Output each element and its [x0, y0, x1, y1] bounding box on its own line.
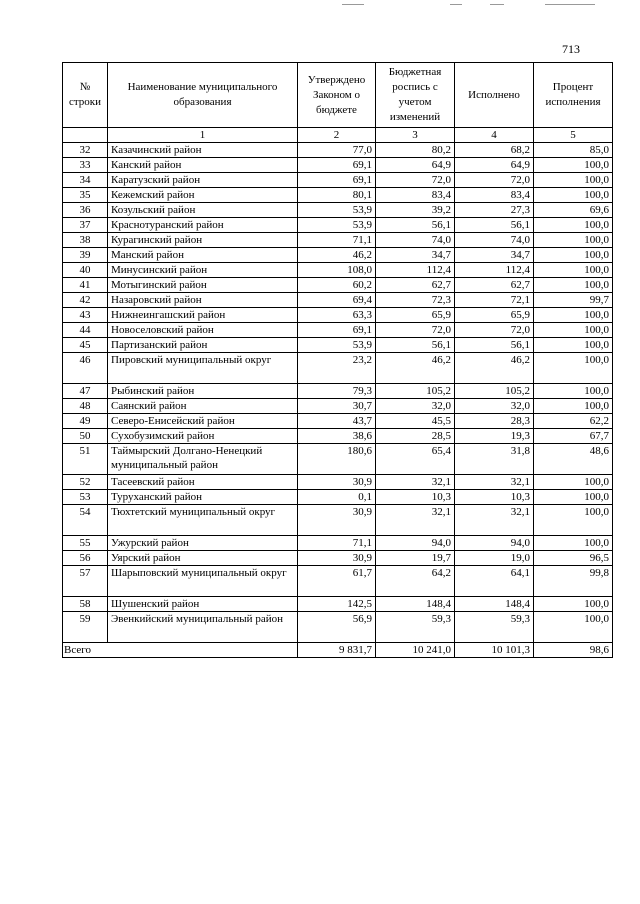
row-number: 32: [63, 143, 108, 158]
table-row: [63, 353, 613, 384]
approved-value: 30,9: [298, 551, 376, 566]
budget-value: 45,5: [376, 414, 455, 429]
executed-value: 62,7: [455, 278, 534, 293]
row-number: 41: [63, 278, 108, 293]
budget-value: 19,7: [376, 551, 455, 566]
approved-value: 63,3: [298, 308, 376, 323]
municipality-name: Казачинский район: [108, 143, 298, 158]
budget-value: 32,1: [376, 505, 455, 536]
municipality-name: Пировский муниципальный округ: [108, 353, 298, 384]
executed-value: 56,1: [455, 338, 534, 353]
municipality-name: Сухобузимский район: [108, 429, 298, 444]
budget-execution-table: [62, 62, 613, 658]
table-row: [63, 143, 613, 158]
municipality-name: Тюхтетский муниципальный округ: [108, 505, 298, 536]
executed-value: 65,9: [455, 308, 534, 323]
approved-value: 30,9: [298, 505, 376, 536]
approved-value: 69,4: [298, 293, 376, 308]
table-row: [63, 414, 613, 429]
percent-value: 69,6: [534, 203, 613, 218]
table-row: [63, 158, 613, 173]
percent-value: 85,0: [534, 143, 613, 158]
budget-value: 65,4: [376, 444, 455, 475]
approved-value: 69,1: [298, 158, 376, 173]
approved-value: 56,9: [298, 612, 376, 643]
budget-value: 46,2: [376, 353, 455, 384]
municipality-name: Краснотуранский район: [108, 218, 298, 233]
executed-value: 56,1: [455, 218, 534, 233]
budget-value: 64,9: [376, 158, 455, 173]
column-number: 5: [534, 128, 613, 143]
percent-value: 100,0: [534, 338, 613, 353]
approved-value: 69,1: [298, 323, 376, 338]
page-number: 713: [562, 42, 580, 56]
municipality-name: Рыбинский район: [108, 384, 298, 399]
percent-value: 100,0: [534, 353, 613, 384]
table-row: [63, 475, 613, 490]
row-number: 42: [63, 293, 108, 308]
row-number: 51: [63, 444, 108, 475]
budget-value: 112,4: [376, 263, 455, 278]
header-row: [63, 63, 613, 128]
budget-value: 56,1: [376, 338, 455, 353]
table-row: [63, 490, 613, 505]
municipality-name: Туруханский район: [108, 490, 298, 505]
approved-value: 61,7: [298, 566, 376, 597]
percent-value: 100,0: [534, 612, 613, 643]
table-row: [63, 173, 613, 188]
executed-value: 112,4: [455, 263, 534, 278]
executed-value: 10,3: [455, 490, 534, 505]
approved-value: 53,9: [298, 203, 376, 218]
total-approved: 9 831,7: [298, 643, 376, 658]
executed-value: 74,0: [455, 233, 534, 248]
executed-value: 148,4: [455, 597, 534, 612]
executed-value: 72,0: [455, 173, 534, 188]
municipality-name: Шарыповский муниципальный округ: [108, 566, 298, 597]
percent-value: 100,0: [534, 173, 613, 188]
municipality-name: Курагинский район: [108, 233, 298, 248]
header-budget: Бюджетная роспись с учетом изменений: [376, 63, 455, 128]
header-row-number: № строки: [63, 63, 108, 128]
municipality-name: Мотыгинский район: [108, 278, 298, 293]
executed-value: 27,3: [455, 203, 534, 218]
approved-value: 71,1: [298, 536, 376, 551]
approved-value: 23,2: [298, 353, 376, 384]
table-row: [63, 233, 613, 248]
budget-value: 62,7: [376, 278, 455, 293]
executed-value: 83,4: [455, 188, 534, 203]
row-number: 59: [63, 612, 108, 643]
row-number: 53: [63, 490, 108, 505]
municipality-name: Северо-Енисейский район: [108, 414, 298, 429]
municipality-name: Шушенский район: [108, 597, 298, 612]
executed-value: 32,1: [455, 475, 534, 490]
municipality-name: Партизанский район: [108, 338, 298, 353]
row-number: 36: [63, 203, 108, 218]
municipality-name: Манский район: [108, 248, 298, 263]
row-number: 37: [63, 218, 108, 233]
percent-value: 67,7: [534, 429, 613, 444]
scan-mark: [545, 4, 595, 5]
approved-value: 43,7: [298, 414, 376, 429]
budget-value: 72,3: [376, 293, 455, 308]
row-number: 33: [63, 158, 108, 173]
table-row: [63, 308, 613, 323]
table-row: [63, 218, 613, 233]
percent-value: 62,2: [534, 414, 613, 429]
percent-value: 100,0: [534, 475, 613, 490]
table-row: [63, 338, 613, 353]
table-row: [63, 612, 613, 643]
row-number: 40: [63, 263, 108, 278]
approved-value: 0,1: [298, 490, 376, 505]
municipality-name: Козульский район: [108, 203, 298, 218]
budget-value: 32,1: [376, 475, 455, 490]
percent-value: 100,0: [534, 505, 613, 536]
municipality-name: Нижнеингашский район: [108, 308, 298, 323]
row-number: 50: [63, 429, 108, 444]
column-number: 4: [455, 128, 534, 143]
budget-value: 34,7: [376, 248, 455, 263]
row-number: 43: [63, 308, 108, 323]
percent-value: 100,0: [534, 158, 613, 173]
row-number: 46: [63, 353, 108, 384]
table-row: [63, 444, 613, 475]
approved-value: 30,7: [298, 399, 376, 414]
row-number: 55: [63, 536, 108, 551]
header-executed: Исполнено: [455, 63, 534, 128]
budget-value: 10,3: [376, 490, 455, 505]
approved-value: 108,0: [298, 263, 376, 278]
percent-value: 96,5: [534, 551, 613, 566]
total-percent: 98,6: [534, 643, 613, 658]
budget-value: 59,3: [376, 612, 455, 643]
percent-value: 100,0: [534, 263, 613, 278]
budget-value: 74,0: [376, 233, 455, 248]
budget-value: 56,1: [376, 218, 455, 233]
row-number: 48: [63, 399, 108, 414]
percent-value: 100,0: [534, 308, 613, 323]
scan-mark: [450, 4, 462, 5]
total-executed: 10 101,3: [455, 643, 534, 658]
budget-value: 72,0: [376, 323, 455, 338]
row-number: 54: [63, 505, 108, 536]
row-number: 58: [63, 597, 108, 612]
row-number: 38: [63, 233, 108, 248]
municipality-name: Канский район: [108, 158, 298, 173]
executed-value: 105,2: [455, 384, 534, 399]
header-approved: Утверждено Законом о бюджете: [298, 63, 376, 128]
executed-value: 19,3: [455, 429, 534, 444]
row-number: 47: [63, 384, 108, 399]
municipality-name: Новоселовский район: [108, 323, 298, 338]
table-row: [63, 384, 613, 399]
column-number-row: [63, 128, 613, 143]
executed-value: 59,3: [455, 612, 534, 643]
percent-value: 100,0: [534, 536, 613, 551]
header-name: Наименование муниципального образования: [108, 63, 298, 128]
budget-value: 39,2: [376, 203, 455, 218]
budget-value: 65,9: [376, 308, 455, 323]
approved-value: 80,1: [298, 188, 376, 203]
percent-value: 48,6: [534, 444, 613, 475]
percent-value: 99,7: [534, 293, 613, 308]
executed-value: 64,9: [455, 158, 534, 173]
approved-value: 30,9: [298, 475, 376, 490]
percent-value: 100,0: [534, 399, 613, 414]
row-number: 44: [63, 323, 108, 338]
percent-value: 100,0: [534, 278, 613, 293]
executed-value: 72,1: [455, 293, 534, 308]
table-row: [63, 293, 613, 308]
row-number: 34: [63, 173, 108, 188]
total-row: [63, 643, 613, 658]
municipality-name: Ужурский район: [108, 536, 298, 551]
budget-value: 94,0: [376, 536, 455, 551]
row-number: 49: [63, 414, 108, 429]
row-number: 57: [63, 566, 108, 597]
row-number: 52: [63, 475, 108, 490]
table-row: [63, 263, 613, 278]
budget-value: 148,4: [376, 597, 455, 612]
percent-value: 100,0: [534, 233, 613, 248]
total-budget: 10 241,0: [376, 643, 455, 658]
percent-value: 100,0: [534, 597, 613, 612]
budget-value: 83,4: [376, 188, 455, 203]
executed-value: 46,2: [455, 353, 534, 384]
percent-value: 100,0: [534, 490, 613, 505]
approved-value: 46,2: [298, 248, 376, 263]
budget-value: 28,5: [376, 429, 455, 444]
executed-value: 34,7: [455, 248, 534, 263]
table-row: [63, 505, 613, 536]
approved-value: 180,6: [298, 444, 376, 475]
approved-value: 38,6: [298, 429, 376, 444]
approved-value: 79,3: [298, 384, 376, 399]
row-number: 35: [63, 188, 108, 203]
municipality-name: Эвенкийский муниципальный район: [108, 612, 298, 643]
municipality-name: Кежемский район: [108, 188, 298, 203]
table-row: [63, 203, 613, 218]
executed-value: 94,0: [455, 536, 534, 551]
percent-value: 100,0: [534, 188, 613, 203]
table-row: [63, 551, 613, 566]
approved-value: 142,5: [298, 597, 376, 612]
table-row: [63, 248, 613, 263]
percent-value: 100,0: [534, 323, 613, 338]
total-label: Всего: [63, 643, 298, 658]
municipality-name: Назаровский район: [108, 293, 298, 308]
table-row: [63, 399, 613, 414]
approved-value: 53,9: [298, 218, 376, 233]
column-number: 1: [108, 128, 298, 143]
approved-value: 71,1: [298, 233, 376, 248]
table-row: [63, 536, 613, 551]
budget-value: 105,2: [376, 384, 455, 399]
executed-value: 72,0: [455, 323, 534, 338]
approved-value: 53,9: [298, 338, 376, 353]
table-row: [63, 597, 613, 612]
table-row: [63, 278, 613, 293]
executed-value: 68,2: [455, 143, 534, 158]
percent-value: 100,0: [534, 384, 613, 399]
municipality-name: Тасеевский район: [108, 475, 298, 490]
percent-value: 100,0: [534, 248, 613, 263]
executed-value: 32,1: [455, 505, 534, 536]
column-number-blank: [63, 128, 108, 143]
scan-mark: [342, 4, 364, 5]
header-percent: Процент исполнения: [534, 63, 613, 128]
municipality-name: Каратузский район: [108, 173, 298, 188]
budget-value: 32,0: [376, 399, 455, 414]
approved-value: 77,0: [298, 143, 376, 158]
budget-value: 72,0: [376, 173, 455, 188]
executed-value: 31,8: [455, 444, 534, 475]
municipality-name: Таймырский Долгано-Ненецкий муниципальный район: [108, 444, 298, 475]
approved-value: 60,2: [298, 278, 376, 293]
row-number: 56: [63, 551, 108, 566]
table-row: [63, 566, 613, 597]
municipality-name: Саянский район: [108, 399, 298, 414]
approved-value: 69,1: [298, 173, 376, 188]
table-row: [63, 429, 613, 444]
row-number: 45: [63, 338, 108, 353]
executed-value: 19,0: [455, 551, 534, 566]
percent-value: 99,8: [534, 566, 613, 597]
column-number: 3: [376, 128, 455, 143]
budget-value: 64,2: [376, 566, 455, 597]
table-row: [63, 323, 613, 338]
row-number: 39: [63, 248, 108, 263]
table-row: [63, 188, 613, 203]
municipality-name: Минусинский район: [108, 263, 298, 278]
column-number: 2: [298, 128, 376, 143]
executed-value: 32,0: [455, 399, 534, 414]
scan-mark: [490, 4, 504, 5]
municipality-name: Уярский район: [108, 551, 298, 566]
percent-value: 100,0: [534, 218, 613, 233]
executed-value: 64,1: [455, 566, 534, 597]
executed-value: 28,3: [455, 414, 534, 429]
budget-value: 80,2: [376, 143, 455, 158]
